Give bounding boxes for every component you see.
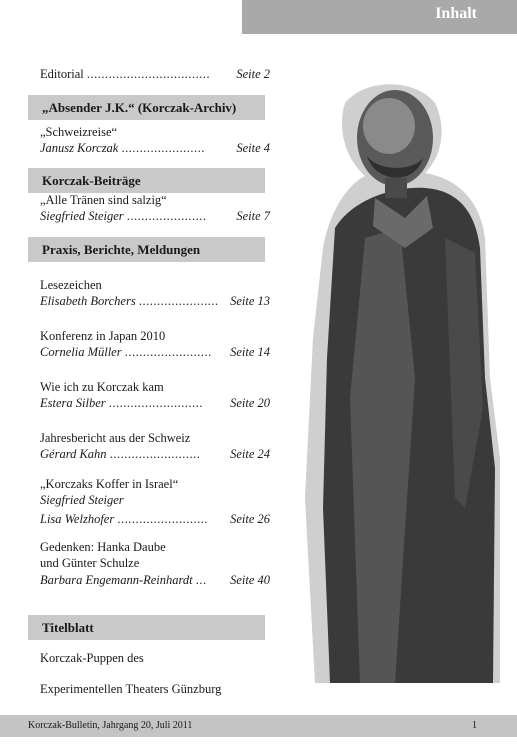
entry-page: Seite 7 (236, 209, 270, 223)
entry-author: Barbara Engemann-Reinhardt (40, 573, 193, 587)
entry-title: Lesezeichen (40, 278, 102, 292)
footer-text: Korczak-Bulletin, Jahrgang 20, Juli 2011 (28, 720, 193, 731)
toc-entry-japan-author[interactable] (40, 344, 270, 360)
toc-entry-editorial[interactable] (40, 66, 270, 82)
entry-page: Seite 24 (230, 447, 270, 461)
entry-page: Seite 14 (230, 345, 270, 359)
leader-dots: ......................... (109, 447, 201, 461)
entry-author: Siegfried Steiger (40, 493, 124, 507)
entry-author: Gérard Kahn (40, 447, 107, 461)
toc-entry-gedenken-title1[interactable] (40, 539, 270, 555)
portrait-photo (305, 78, 505, 683)
section-absender: „Absender J.K.“ (Korczak-Archiv) (28, 95, 265, 120)
toc-entry-schweiz-title[interactable] (40, 430, 270, 446)
toc-entry-gedenken-author[interactable] (40, 572, 270, 588)
toc-entry-traenen-title[interactable] (40, 192, 270, 208)
entry-author: Estera Silber (40, 396, 106, 410)
leader-dots: ......................... (117, 512, 208, 526)
leader-dots: .................................. (86, 67, 211, 81)
section-praxis: Praxis, Berichte, Meldungen (28, 237, 265, 262)
toc-entry-silber-title[interactable] (40, 379, 270, 395)
toc-entry-koffer-title[interactable] (40, 476, 270, 492)
leader-dots: ...................... (138, 294, 219, 308)
toc-entry-silber-author[interactable] (40, 395, 270, 411)
entry-page: Seite 40 (230, 573, 270, 587)
leader-dots: .......................... (108, 396, 203, 410)
entry-author: Elisabeth Borchers (40, 294, 136, 308)
leader-dots: ....................... (121, 141, 205, 155)
page-number: 1 (472, 720, 477, 731)
toc-entry-schweizreise-author[interactable] (40, 140, 270, 156)
leader-dots: ...................... (126, 209, 207, 223)
section-titelblatt: Titelblatt (28, 615, 265, 640)
header-bar (242, 0, 517, 34)
entry-author: Janusz Korczak (40, 141, 119, 155)
entry-title: „Korczaks Koffer in Israel“ (40, 477, 179, 491)
toc-entry-lesezeichen-title[interactable] (40, 277, 270, 293)
footer-bar (0, 715, 517, 737)
toc-entry-lesezeichen-author[interactable] (40, 293, 270, 309)
page-title: Inhalt (435, 5, 477, 22)
entry-title: Editorial (40, 67, 84, 81)
entry-page: Seite 2 (236, 67, 270, 81)
leader-dots: ... (195, 573, 207, 587)
entry-page: Seite 13 (230, 294, 270, 308)
entry-author: Siegfried Steiger (40, 209, 124, 223)
toc-entry-koffer-author1[interactable] (40, 492, 270, 508)
toc-entry-schweizreise-title[interactable] (40, 124, 270, 140)
titelblatt-line-2: Experimentellen Theaters Günzburg (40, 682, 222, 696)
entry-author: Cornelia Müller (40, 345, 122, 359)
entry-page: Seite 26 (230, 512, 270, 526)
entry-page: Seite 4 (236, 141, 270, 155)
toc-entry-koffer-author2[interactable] (40, 511, 270, 527)
entry-title: „Schweizreise“ (40, 125, 118, 139)
entry-author: Lisa Welzhofer (40, 512, 115, 526)
leader-dots: ........................ (124, 345, 212, 359)
titelblatt-line-1: Korczak-Puppen des (40, 651, 144, 665)
entry-title: Jahresbericht aus der Schweiz (40, 431, 191, 445)
toc-entry-japan-title[interactable] (40, 328, 270, 344)
section-beitraege: Korczak-Beiträge (28, 168, 265, 193)
entry-title: „Alle Tränen sind salzig“ (40, 193, 167, 207)
entry-title: Wie ich zu Korczak kam (40, 380, 164, 394)
toc-entry-traenen-author[interactable] (40, 208, 270, 224)
toc-entry-schweiz-author[interactable] (40, 446, 270, 462)
toc-entry-gedenken-title2[interactable] (40, 555, 270, 571)
entry-title: und Günter Schulze (40, 556, 140, 570)
entry-page: Seite 20 (230, 396, 270, 410)
entry-title: Konferenz in Japan 2010 (40, 329, 166, 343)
entry-title: Gedenken: Hanka Daube (40, 540, 166, 554)
